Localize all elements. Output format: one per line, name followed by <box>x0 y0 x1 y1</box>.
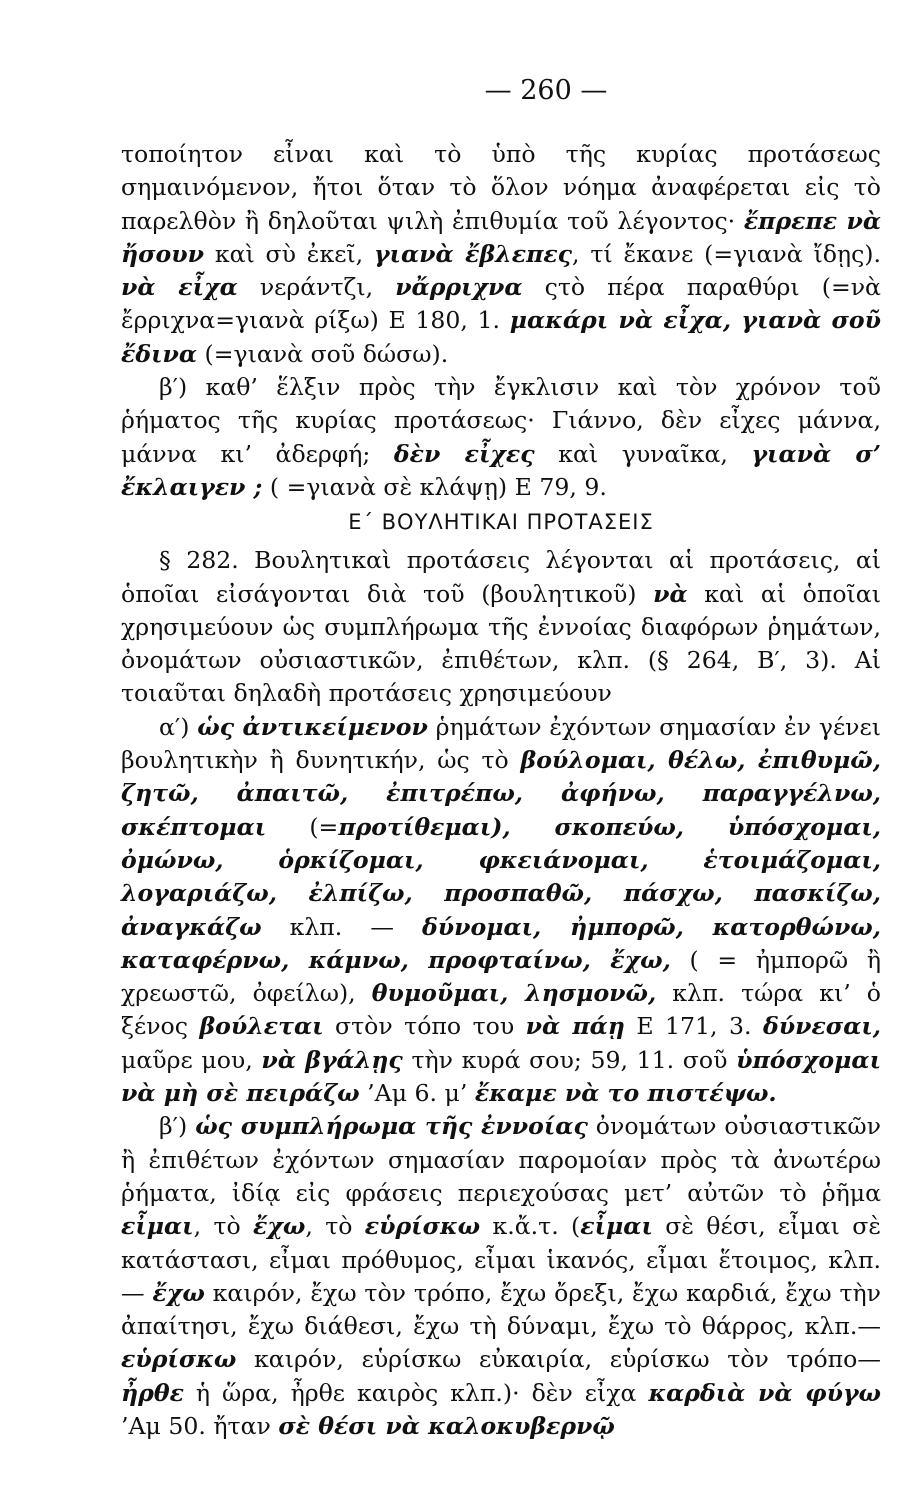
emphasized-term: θυμοῦμαι, λησμονῶ, <box>371 979 657 1008</box>
emphasized-term: νὰ βγάλῃς <box>261 1045 403 1074</box>
text-run: μαῦρε μου, <box>121 1045 262 1074</box>
text-run: , τὸ <box>305 1212 365 1241</box>
text-run: Ε 171, 3. <box>624 1012 763 1041</box>
text-run: (= <box>266 812 339 841</box>
text-run: καιρόν, εὑρίσκω εὐκαιρία, εὑρίσκω τὸν τρόπο— <box>236 1345 881 1374</box>
emphasized-term: καρδιὰ νὰ φύγω <box>648 1378 881 1407</box>
text-run: σὲ θέσι, εἶμαι σὲ κατάστασι, εἶμαι πρόθυμος, εἶμαι ἱκανός, εἶμαι ἕτοιμος, κλπ. — <box>121 1212 882 1307</box>
emphasized-term: εὑρίσκω <box>364 1212 481 1241</box>
text-run: κλπ. — <box>261 912 422 941</box>
emphasized-term: νὰ <box>653 579 688 608</box>
emphasized-term: εἶμαι <box>580 1212 653 1241</box>
text-run: νεράντζι, <box>237 273 396 302</box>
emphasized-term: δύνομαι, ἠμπορῶ, κατορθώνω, καταφέρνω, κάμνω, προφταίνω, ἔχω, <box>121 912 881 974</box>
text-run: ὀνομάτων οὐσιαστικῶν ἢ ἐπιθέτων ἐχόντων σημασίαν παρομοίαν πρὸς τὰ ἀνωτέρω ῥήματα, ἰδίᾳ εἰς φράσεις περιεχούσας μετ’ αὐτῶν τὸ ῥῆμα <box>121 1112 882 1207</box>
emphasized-term: προτίθεμαι), σκοπεύω, ὑπόσχομαι, ὀμώνω, ὁρκίζομαι, φκειάνομαι, ἑτοιμάζομαι, λογαριάζω, ἐλπίζω, προσπαθῶ, πάσχω, πασκίζω, ἀναγκάζω <box>121 812 881 941</box>
text-run: καὶ σὺ ἐκεῖ, <box>204 239 374 268</box>
paragraph-section-282 <box>121 544 881 710</box>
text-run: β′) <box>159 1112 196 1141</box>
text-run: , τὸ <box>193 1212 254 1241</box>
emphasized-term: μακάρι νὰ εἶχα, γιανὰ σοῦ ἔδινα <box>121 306 881 368</box>
emphasized-term: ἔχω <box>253 1212 306 1241</box>
text-run: ἡ ὥρα, ἦρθε καιρὸς κλπ.)· δὲν εἶχα <box>183 1378 649 1407</box>
text-run: ’Αμ 50. ἤταν <box>121 1411 279 1440</box>
text-run: ῥημάτων ἐχόντων σημασίαν ἐν γένει βουλητικὴν ἢ δυνητικήν, ὡς τὸ <box>121 712 881 775</box>
paragraph-beta-complement <box>121 1110 881 1443</box>
text-run: ςτὸ πέρα παραθύρι (=νὰ ἔρριχνα=γιανὰ ρίξω) Ε 180, 1. <box>121 273 881 335</box>
page-number: — 260 — <box>484 75 608 106</box>
text-run: καιρόν, ἔχω τὸν τρόπο, ἔχω ὄρεξι, ἔχω καρδιά, ἔχω τὴν ἀπαίτησι, ἔχω διάθεσι, ἔχω τὴ δύναμι, ἔχω τὸ θάρρος, κλπ.— <box>121 1278 882 1341</box>
text-run: στὸν τόπο του <box>323 1012 526 1041</box>
emphasized-term: ὑπόσχομαι νὰ μὴ σὲ πειράζω <box>121 1045 881 1108</box>
emphasized-term: νὰ εἶχα <box>121 273 238 302</box>
emphasized-term: ἔχω <box>152 1278 205 1307</box>
text-run: τὴν κυρά σου; 59, 11. σοῦ <box>402 1045 737 1074</box>
text-run: ’Αμ 6. μ’ <box>359 1079 475 1108</box>
text-run: ( = ἠμπορῶ ἢ χρεωστῶ, ὀφείλω), <box>121 945 881 1008</box>
emphasized-term: ὡς συμπλήρωμα τῆς ἐννοίας <box>195 1112 588 1141</box>
paragraph-continuation <box>121 138 881 371</box>
emphasized-term: ἔκαμε νὰ το πιστέψω. <box>474 1079 777 1108</box>
text-run: ( =γιανὰ σὲ κλάψῃ) Ε 79, 9. <box>262 472 607 501</box>
emphasized-term: γιανὰ ἔβλεπες <box>373 239 573 268</box>
emphasized-term: εἶμαι <box>121 1212 194 1241</box>
text-run: κ.ἄ.τ. ( <box>480 1212 581 1241</box>
paragraph-beta-attraction <box>121 371 881 504</box>
section-heading: Ε΄ ΒΟΥΛΗΤΙΚΑΙ ΠΡΟΤΑΣΕΙΣ <box>348 510 654 535</box>
text-run: κλπ. τώρα κι’ ὁ ξένος <box>121 979 881 1041</box>
emphasized-term: γιανὰ σ’ ἔκλαιγεν ; <box>121 439 882 501</box>
paragraph-alpha-object <box>121 711 881 1111</box>
emphasized-term: βούλομαι, θέλω, ἐπιθυμῶ, ζητῶ, ἀπαιτῶ, ἐπιτρέπω, ἀφήνω, παραγγέλνω, σκέπτομαι <box>121 746 881 841</box>
text-run: (=γιανὰ σοῦ δώσω). <box>197 339 449 368</box>
emphasized-term: ἦρθε <box>121 1378 184 1407</box>
emphasized-term: δύνεσαι, <box>762 1012 881 1041</box>
emphasized-term: βούλεται <box>199 1012 324 1041</box>
book-page <box>121 74 881 1443</box>
emphasized-term: νὰ πάῃ <box>525 1012 625 1041</box>
emphasized-term: εὑρίσκω <box>121 1345 237 1374</box>
emphasized-term: ἔπρεπε νὰ ἤσουν <box>121 206 882 268</box>
emphasized-term: νἄρριχνα <box>395 273 523 302</box>
emphasized-term: σὲ θέσι νὰ καλοκυβερνῷ <box>278 1411 615 1440</box>
text-run: α′) <box>159 712 198 741</box>
text-run: β′) καθ’ ἕλξιν πρὸς τὴν ἔγκλισιν καὶ τὸν χρόνον τοῦ ῥήματος τῆς κυρίας προτάσεως· Γιάννο, δὲν εἶχες μάννα, μάννα κι’ ἀδερφή; <box>121 373 881 468</box>
text-run: , τί ἔκανε (=γιανὰ ἴδῃς). <box>572 239 881 268</box>
text-run: καὶ αἱ ὁποῖαι χρησιμεύουν ὡς συμπλήρωμα τῆς ἐννοίας διαφόρων ῥημάτων, ὀνομάτων οὐσιαστικῶν, ἐπιθέτων, κλπ. (§ 264, Β′, 3). Αἱ τοιαῦται δηλαδὴ προτάσεις χρησιμεύουν <box>121 579 881 708</box>
text-run: § 282. Βουλητικαὶ προτάσεις λέγονται αἱ προτάσεις, αἱ ὁποῖαι εἰσάγονται διὰ τοῦ (βουλητικοῦ) <box>121 546 881 608</box>
text-run: καὶ γυναῖκα, <box>534 439 752 468</box>
text-run: τοποίητον εἶναι καὶ τὸ ὑπὸ τῆς κυρίας προτάσεως σημαινόμενον, ἤτοι ὅταν τὸ ὅλον νόημα ἀναφέρεται εἰς τὸ παρελθὸν ἢ δηλοῦται ψιλὴ ἐπιθυμία τοῦ λέγοντος· <box>121 140 881 235</box>
emphasized-term: δὲν εἶχες <box>393 439 535 468</box>
emphasized-term: ὡς ἀντικείμενον <box>197 712 428 741</box>
